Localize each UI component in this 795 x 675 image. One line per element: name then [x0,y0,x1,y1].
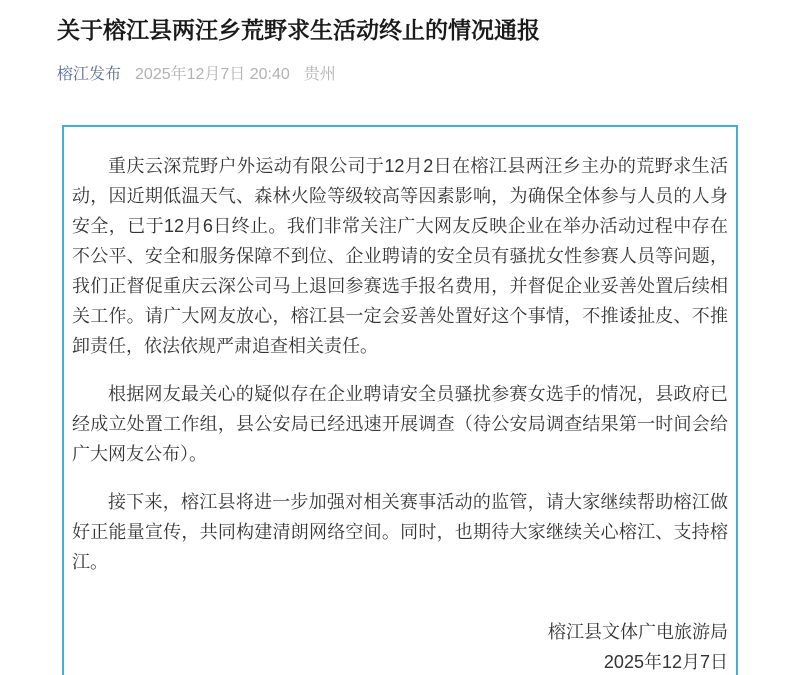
page-title: 关于榕江县两汪乡荒野求生活动终止的情况通报 [57,17,540,43]
publish-time: 2025年12月7日 20:40 [135,65,290,83]
notice-paragraph: 根据网友最关心的疑似存在企业聘请安全员骚扰参赛女选手的情况，县政府已经成立处置工作组，县公安局已经迅速开展调查（待公安局调查结果第一时间会给广大网友公布）。 [72,384,728,465]
article-meta [57,65,738,84]
signature-block [72,617,728,675]
notice-paragraph: 重庆云深荒野户外运动有限公司于12月2日在榕江县两汪乡主办的荒野求生活动，因近期低温天气、森林火险等级较高等因素影响，为确保全体参与人员的人身安全，已于12月6日终止。我们非常关注广大网友反映企业在举办活动过程中存在不公平、安全和服务保障不到位、企业聘请的安全员有骚扰女性参赛人员等问题，我们正督促重庆云深公司马上退回参赛选手报名费用，并督促企业妥善处置后续相关工作。请广大网友放心，榕江县一定会妥善处置好这个事情，不推诿扯皮、不推卸责任，依法依规严肃追查相关责任。 [72,156,728,357]
publish-location: 贵州 [303,65,336,83]
account-name-link[interactable]: 榕江发布 [57,65,122,83]
notice-box [62,125,738,675]
notice-paragraph: 接下来，榕江县将进一步加强对相关赛事活动的监管，请大家继续帮助榕江做好正能量宣传，共同构建清朗网络空间。同时，也期待大家继续关心榕江、支持榕江。 [72,492,728,573]
signature-author: 榕江县文体广电旅游局 [548,622,728,643]
signature-date: 2025年12月7日 [603,652,728,673]
